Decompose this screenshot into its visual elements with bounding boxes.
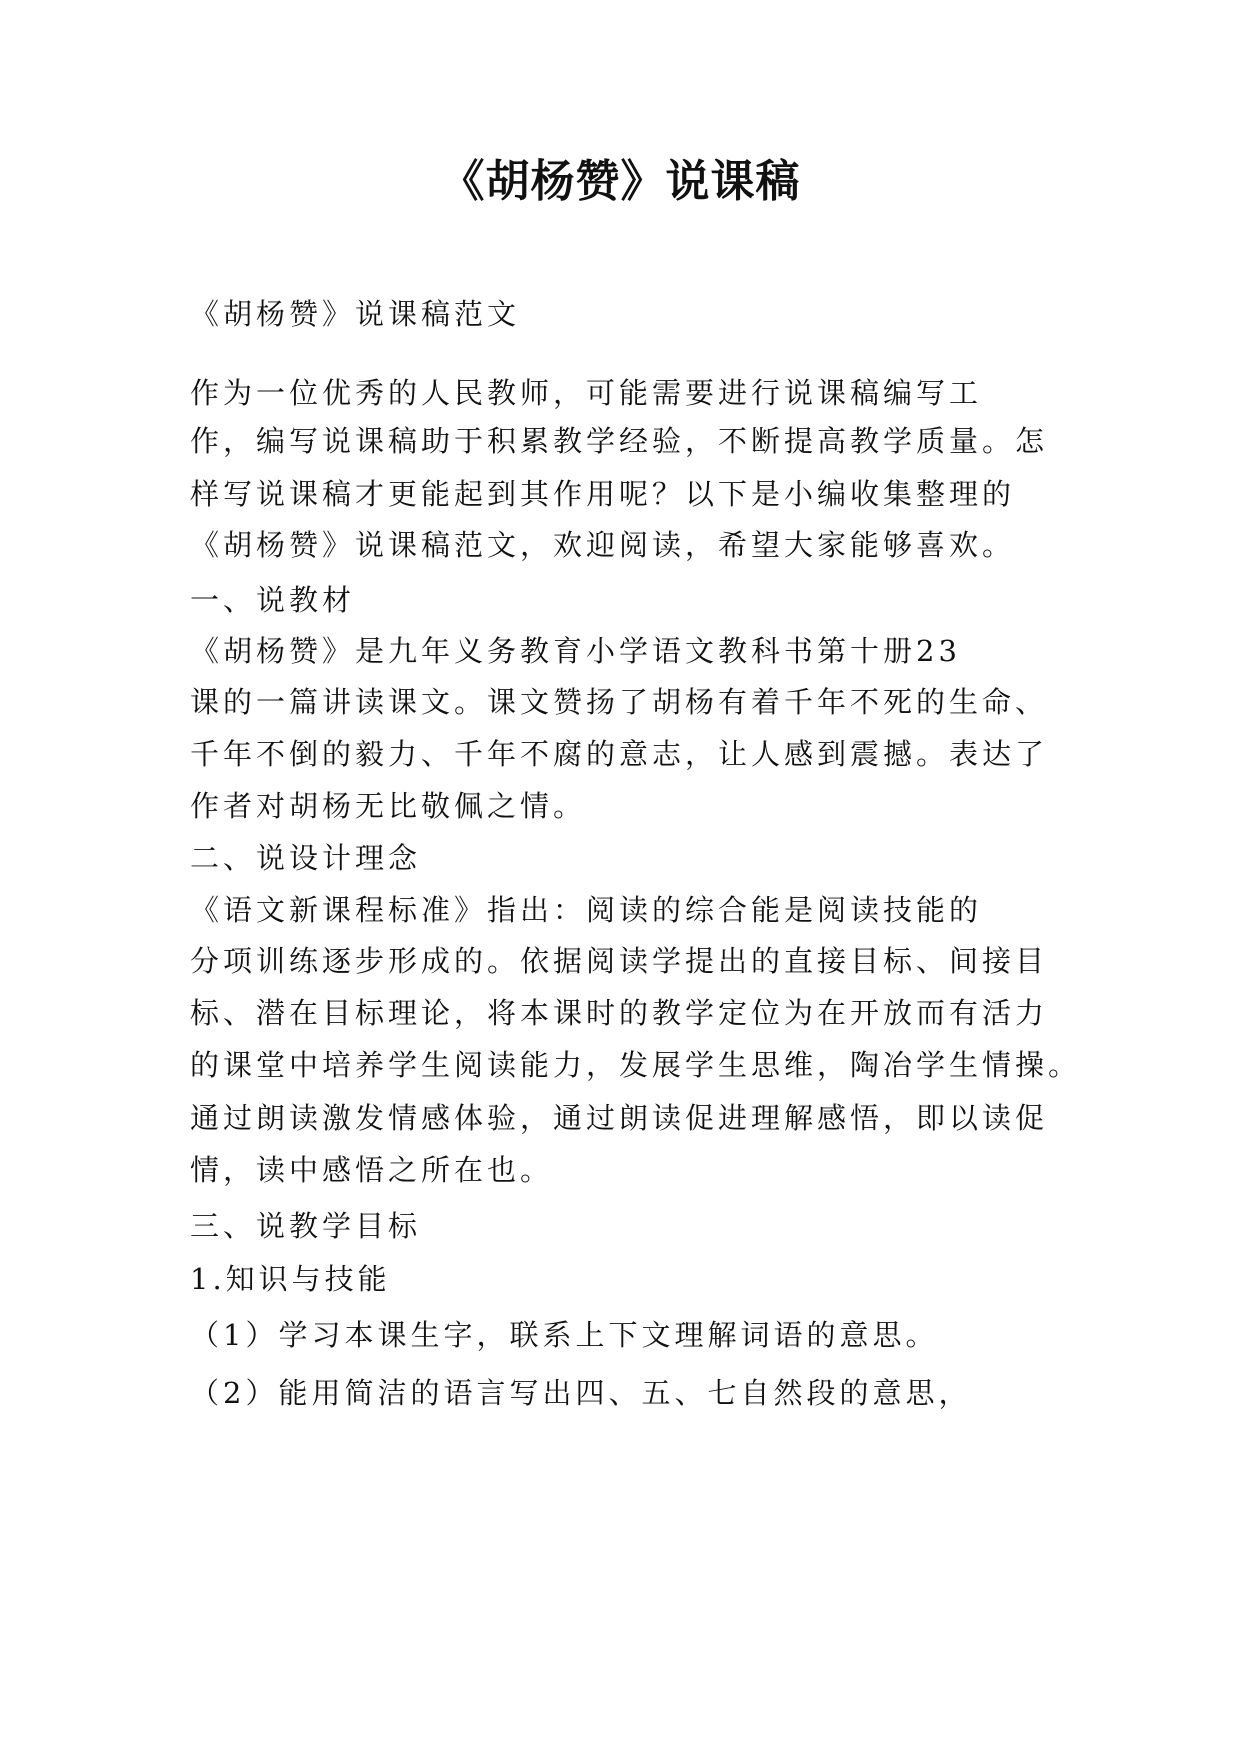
paragraph-line: 的课堂中培养学生阅读能力，发展学生思维，陶冶学生情操。 [190,1048,1082,1082]
list-item: （2）能用简洁的语言写出四、五、七自然段的意思， [190,1376,972,1410]
list-item: （1）学习本课生字，联系上下文理解词语的意思。 [190,1318,939,1352]
paragraph-line: 课的一篇讲读课文。课文赞扬了胡杨有着千年不死的生命、 [190,685,1049,719]
paragraph-line: 《胡杨赞》说课稿范文，欢迎阅读，希望大家能够喜欢。 [190,528,1016,562]
paragraph-line: 作，编写说课稿助于积累教学经验，不断提高教学质量。怎 [190,424,1049,458]
paragraph-line: 分项训练逐步形成的。依据阅读学提出的直接目标、间接目 [190,944,1049,978]
paragraph-line: 作者对胡杨无比敬佩之情。 [190,789,587,823]
section-heading: 三、说教学目标 [190,1209,422,1243]
paragraph-line: 作为一位优秀的人民教师，可能需要进行说课稿编写工 [190,376,983,410]
document-subtitle: 《胡杨赞》说课稿范文 [190,297,521,331]
paragraph-line: 千年不倒的毅力、千年不腐的意志，让人感到震撼。表达了 [190,737,1049,771]
paragraph-line: 情，读中感悟之所在也。 [190,1153,554,1187]
document-title: 《胡杨赞》说课稿 [440,156,801,207]
paragraph-line: 标、潜在目标理论，将本课时的教学定位为在开放而有活力 [190,996,1049,1030]
section-heading: 二、说设计理念 [190,841,422,875]
section-heading: 一、说教材 [190,583,356,617]
paragraph-line: 《语文新课程标准》指出：阅读的综合能是阅读技能的 [190,893,983,927]
paragraph-line: 通过朗读激发情感体验，通过朗读促进理解感悟，即以读促 [190,1101,1049,1135]
paragraph-line: 样写说课稿才更能起到其作用呢？以下是小编收集整理的 [190,477,1016,511]
subsection-heading: 1.知识与技能 [190,1262,391,1296]
paragraph-line: 《胡杨赞》是九年义务教育小学语文教科书第十册23 [190,634,961,668]
